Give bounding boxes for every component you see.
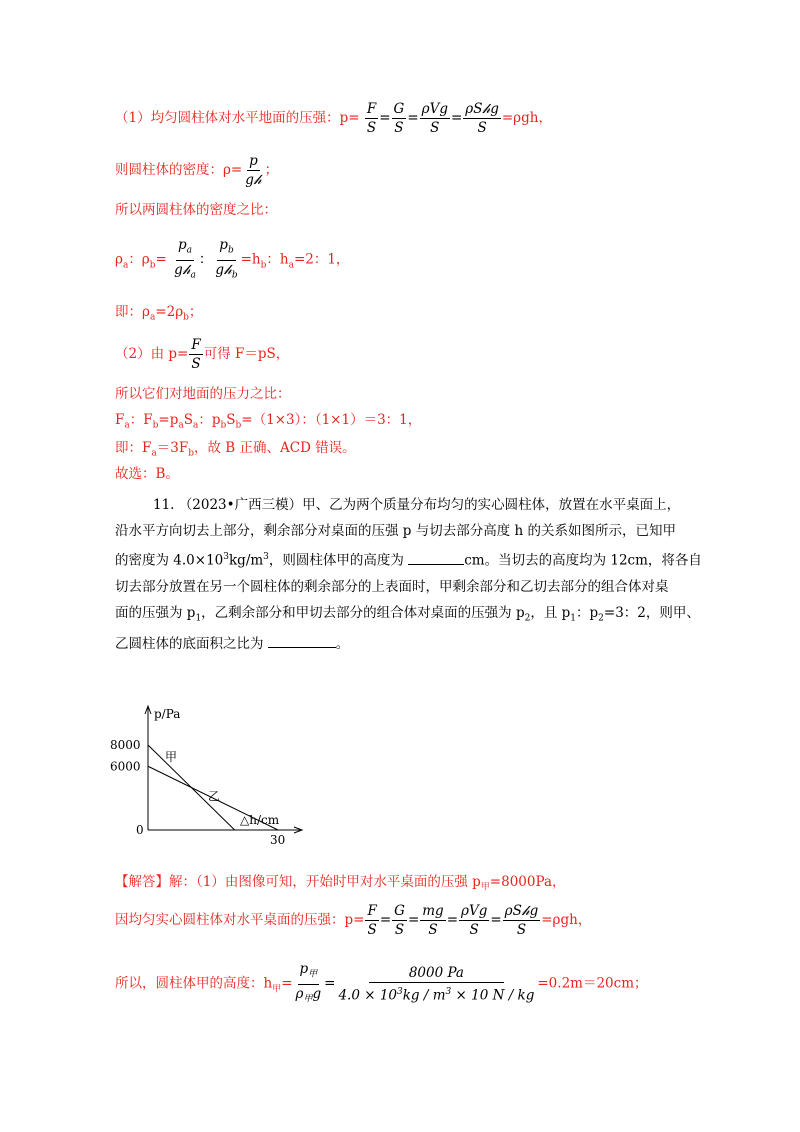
y-tick-label: 6000 <box>110 759 141 774</box>
q5d: ：p <box>576 604 599 621</box>
force-eq: =p <box>158 412 179 428</box>
formula-label: （1）均匀圆柱体对水平地面的压强：p= <box>115 110 360 126</box>
sub-jia: 甲 <box>480 882 490 893</box>
q5e: =3：2，则甲、 <box>603 604 700 621</box>
sub-b: b <box>149 260 156 271</box>
frac-den: S <box>394 120 404 136</box>
den-part-3: × 10 N / kg <box>451 987 535 1004</box>
fraction-rhoVg-S <box>420 100 450 137</box>
density-tail: ； <box>264 162 279 178</box>
solution-line-4 <box>115 236 349 284</box>
solution-line-2 <box>115 152 278 189</box>
q3d: cm。当切去的高度均为 12cm，将各自 <box>464 552 702 569</box>
solution-line-9 <box>115 438 356 464</box>
answer-line-2: 因均匀实心圆柱体对水平桌面的压强：p= $\frac{F}{S}$ = $\frac{G}{S}$ = $\frac{mg}{S}$ = $\frac{\text{ρVg}}{S}$ = $\frac{\text{ρS𝒽g}}{S}$ =ρgh， <box>115 903 592 938</box>
conclusion-label: 即：ρ <box>115 304 150 320</box>
series-label-yi: 乙 <box>208 789 221 804</box>
question-text-1: （2023•广西三模）甲、乙为两个质量分布均匀的实心圆柱体，放置在水平桌面上， <box>178 497 681 513</box>
conclusion2-label: 即：F <box>115 440 152 456</box>
sub-a: a <box>186 245 193 256</box>
force-pb: ：p <box>198 412 221 428</box>
fraction-p-gh <box>243 152 263 189</box>
frac-num: ρVg <box>461 903 488 919</box>
fraction-G-S-3 <box>392 902 407 939</box>
frac-den: S <box>430 120 440 136</box>
ratio-colon: ：ρ <box>128 251 150 268</box>
ghb: g𝒽 <box>215 261 232 278</box>
answer-text-3-end: =0.2m＝20cm； <box>537 975 648 992</box>
y-tick-label: 0 <box>136 823 144 837</box>
q5sub4: 2 <box>598 613 604 624</box>
q5b: ，乙剩余部分和甲切去部分的组合体对桌面的压强为 p <box>201 604 525 621</box>
q5sub3: 1 <box>570 613 577 624</box>
fraction-G-S <box>392 100 407 137</box>
frac-num: G <box>394 903 405 919</box>
force-ratio: ：F <box>129 412 153 428</box>
h-ratio: =h <box>240 251 261 268</box>
question-line-2: 沿水平方向切去上部分，剩余部分对桌面的压强 p 与切去部分高度 h 的关系如图所示，已知甲 <box>115 523 677 539</box>
frac-den: S <box>191 356 201 372</box>
frac-den: S <box>428 922 438 938</box>
fraction-mg-S <box>420 902 445 939</box>
fraction-numeric <box>336 964 536 1005</box>
answer-line-3: 所以，圆柱体甲的高度：$h_甲=$ $\frac{p_甲}{\rho_甲g}$ = $\frac{8000 Pa}{4.0 \times 10^3kg / m^3 \times 10 N / kg}$ =0.2m＝20cm； <box>115 960 648 1008</box>
pb: p <box>219 237 228 253</box>
q5sub2: 2 <box>524 613 531 624</box>
den-part-1: 4.0 × 10 <box>338 987 397 1004</box>
question-line-1 <box>115 492 695 518</box>
sub-b: b <box>235 420 242 431</box>
frac-num: F <box>366 101 377 117</box>
solution-line-5 <box>115 302 202 328</box>
question-line-6 <box>115 631 695 657</box>
answer-blank-2[interactable] <box>268 647 336 648</box>
frac-num: G <box>393 101 405 117</box>
q3b: kg/m <box>229 552 264 569</box>
answer-text-2: 因均匀实心圆柱体对水平桌面的压强：p= <box>115 912 365 928</box>
den-sup2: 3 <box>445 986 452 997</box>
frac-num: ρS𝒽g <box>504 903 539 919</box>
formula-tail: =ρgh， <box>501 110 552 126</box>
h-ratio3: =2：1， <box>293 251 350 268</box>
q6: 乙圆柱体的底面积之比为 <box>115 636 264 653</box>
sub-a: a <box>288 260 294 271</box>
pa: p <box>178 237 187 253</box>
y-axis-label: p/Pa <box>154 707 181 721</box>
part2-label: （2）由 p= <box>115 346 189 362</box>
frac-num: 8000 Pa <box>369 964 504 983</box>
density-label: 则圆柱体的密度：ρ= <box>115 162 243 178</box>
sub-b: b <box>220 420 227 431</box>
answer-tag: 【解答】 <box>115 874 169 890</box>
sub-jia: 甲 <box>272 984 282 995</box>
fraction-pb-ghb <box>213 236 239 284</box>
fraction-pjia-rhojia-g <box>294 960 324 1008</box>
frac-den: S <box>394 922 405 938</box>
sub-a: a <box>151 448 157 459</box>
force-end: =（1×3）：（1×1）＝3：1， <box>241 412 422 428</box>
rho-a: ρ <box>115 251 123 268</box>
answer-text-1-end: =8000Pa， <box>489 874 566 890</box>
x-axis-label: △h/cm <box>240 813 280 827</box>
q3sup: 3 <box>223 552 229 562</box>
rho-jia: ρ <box>295 985 304 1002</box>
q3sup2: 3 <box>263 552 269 562</box>
fraction-rhoShg-S-3 <box>503 902 541 939</box>
answer-text-2-end: =ρgh， <box>541 912 592 928</box>
part2-tail: 可得 F＝pS， <box>203 346 290 362</box>
answer-line-1 <box>115 872 566 898</box>
question-11 <box>115 492 702 657</box>
fraction-rhoVg-S-3 <box>459 902 489 939</box>
sub-a: a <box>190 270 196 281</box>
fraction-pa-gha <box>172 236 198 284</box>
sub-b: b <box>260 260 267 271</box>
equals: = <box>155 251 167 268</box>
pressure-height-chart <box>110 700 310 850</box>
answer-blank-1[interactable] <box>408 564 464 565</box>
sub-b: b <box>152 420 159 431</box>
solution-line-8 <box>115 410 421 436</box>
equals: = <box>281 975 293 992</box>
sub-jia: 甲 <box>303 994 313 1005</box>
q3a: 的密度为 4.0×10 <box>115 552 224 569</box>
solution-line-3: 所以两圆柱体的密度之比： <box>115 202 277 218</box>
sub-a: a <box>192 420 199 431</box>
sub-b: b <box>183 312 189 323</box>
den-part-2: kg / m <box>402 987 446 1004</box>
frac-den: g𝒽 <box>245 172 262 188</box>
fraction-F-S <box>365 100 378 137</box>
frac-den: S <box>469 922 479 938</box>
sub-b: b <box>188 448 194 459</box>
frac-num: p <box>249 153 258 169</box>
sub-jia: 甲 <box>308 969 318 980</box>
frac-num: mg <box>422 903 444 919</box>
frac-den: S <box>516 922 527 938</box>
force-S: S <box>183 412 193 428</box>
solution-line-7: 所以它们对地面的压力之比： <box>115 386 291 402</box>
ratio-mid: ： <box>198 251 213 268</box>
conclusion2-mid: ＝3F <box>156 440 189 456</box>
frac-num: ρS𝒽g <box>465 101 499 117</box>
frac-num: F <box>367 903 377 919</box>
x-tick-label: 30 <box>270 833 286 847</box>
force-F: F <box>115 412 125 428</box>
frac-den: S <box>367 922 377 938</box>
sub-b: b <box>227 245 234 256</box>
frac-num: ρVg <box>421 101 448 117</box>
frac-den: S <box>477 120 487 136</box>
h-ratio2: ：h <box>266 251 289 268</box>
frac-den: S <box>366 120 377 136</box>
q5sub: 1 <box>195 613 202 624</box>
q6end: 。 <box>335 636 350 653</box>
solution-line-1: （1）均匀圆柱体对水平地面的压强：p= $\frac{F}{S}$ = $\frac{G}{S}$ = $\frac{\text{ρVg}}{S}$ = $\frac{\text{ρS𝒽g}}{S}$ =ρgh， <box>115 101 552 136</box>
answer-text-3: 所以，圆柱体甲的高度：h <box>115 975 273 992</box>
conclusion2-end: ，故 B 正确、ACD 错误。 <box>193 440 356 456</box>
den-sup: 3 <box>397 986 403 997</box>
q5c: ，且 p <box>530 604 571 621</box>
question-line-4: 切去部分放置在另一个圆柱体的剩余部分的上表面时，甲剩余部分和乙切去部分的组合体对桌 <box>115 578 669 595</box>
conclusion-mid: =2ρ <box>155 304 184 320</box>
question-line-3 <box>115 544 702 574</box>
sub-a: a <box>178 420 184 431</box>
solution-line-10: 故选：B。 <box>115 466 179 482</box>
gha: g𝒽 <box>174 261 191 278</box>
sub-b: b <box>231 270 238 281</box>
fraction-F-S-3 <box>365 902 378 939</box>
series-label-jia: 甲 <box>165 749 178 764</box>
fraction-rhoShg-S <box>463 100 501 137</box>
y-tick-label: 8000 <box>110 738 141 752</box>
answer-text-1: 解：（1）由图像可知，开始时甲对水平桌面的压强 p <box>169 874 481 890</box>
force-Sb: S <box>226 412 236 428</box>
q3c: ，则圆柱体甲的高度为 <box>268 552 404 569</box>
fraction-F-S-2 <box>189 336 202 373</box>
solution-line-6 <box>115 336 289 373</box>
sub-a: a <box>122 260 129 271</box>
q5a: 面的压强为 p <box>115 604 196 621</box>
sub-a: a <box>149 312 156 323</box>
question-line-5 <box>115 600 700 632</box>
question-number: 11. <box>153 497 175 513</box>
sub-a: a <box>124 420 130 431</box>
p-jia: p <box>299 961 309 977</box>
frac-num: F <box>191 337 201 353</box>
g: g <box>312 985 322 1002</box>
conclusion-end: ； <box>188 304 203 320</box>
